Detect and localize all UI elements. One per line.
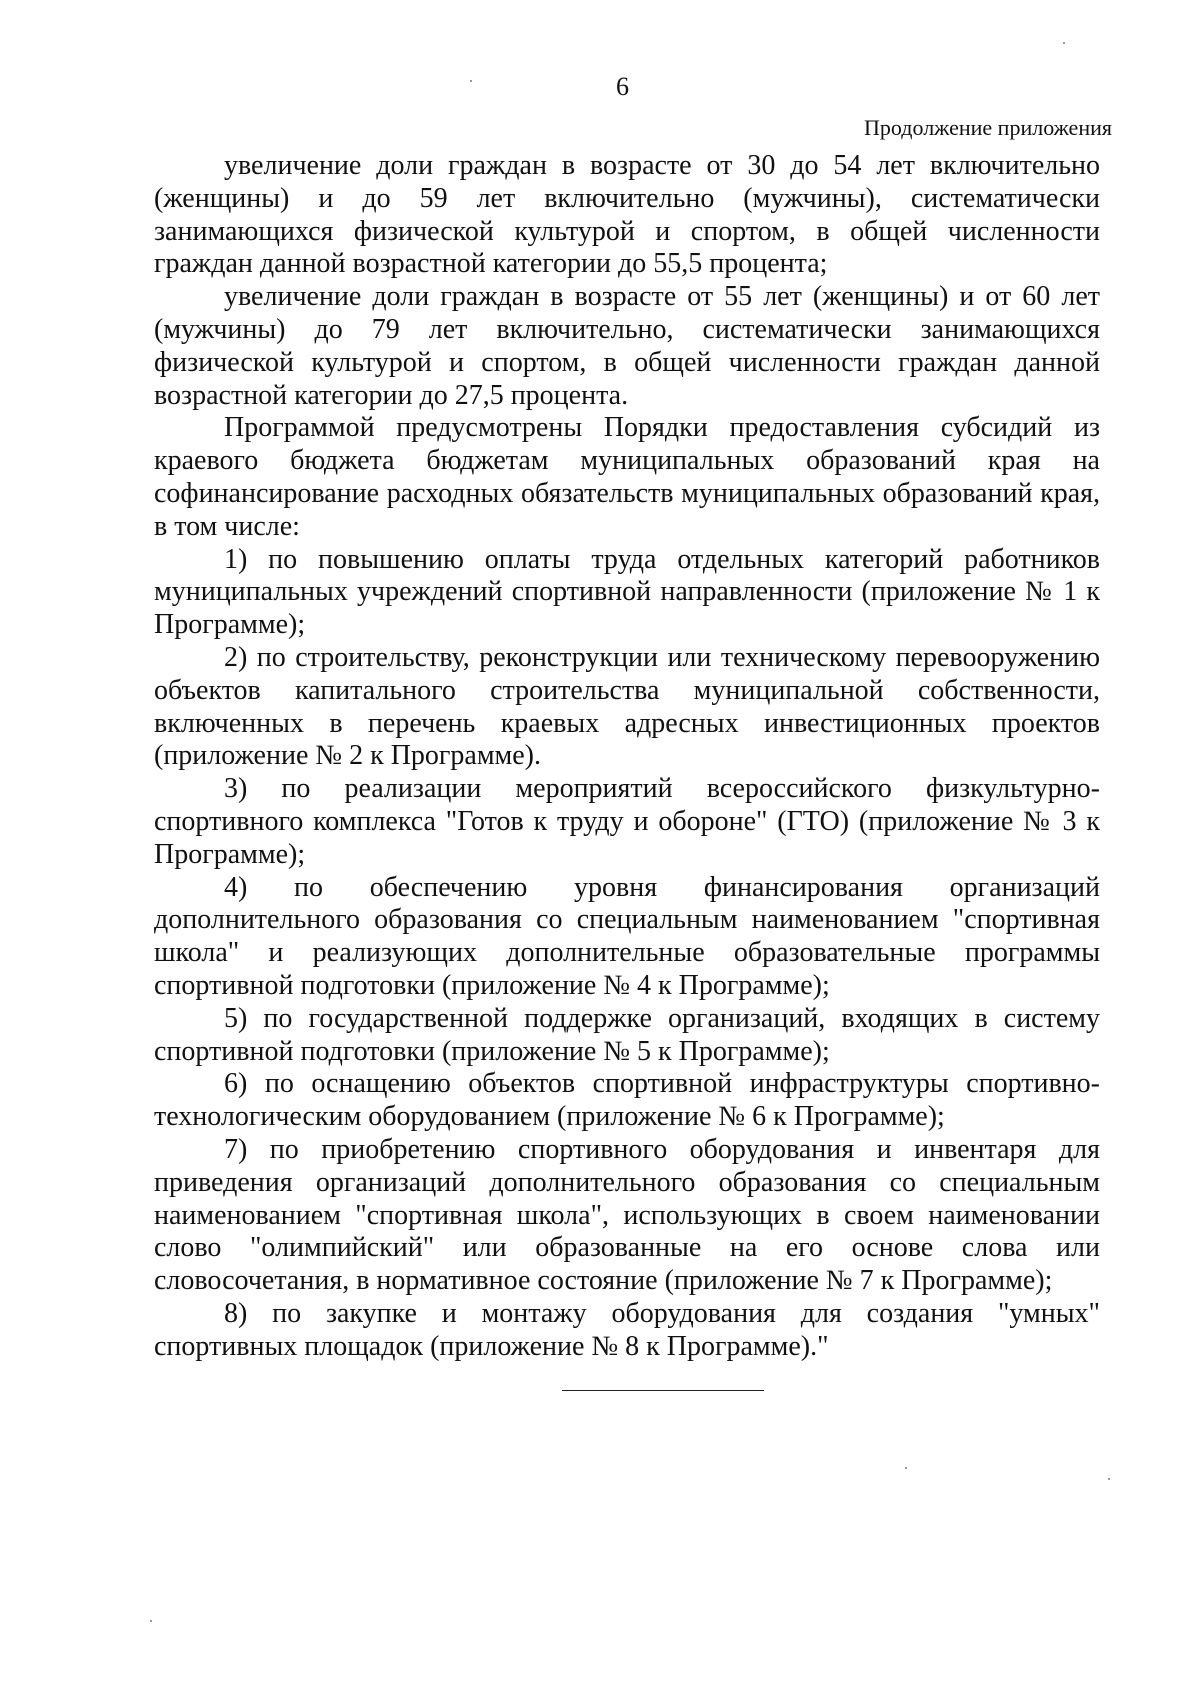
page-number: 6	[616, 72, 629, 101]
list-item: 4) по обеспечению уровня финансирования организаций дополнительного образования со специальным наименованием "спортивная школа" и реализующих дополнительные образовательные программы спортивной подготовки (приложение № 4 к Программе);	[154, 871, 1100, 1001]
list-item: 1) по повышению оплаты труда отдельных категорий работников муниципальных учреждений спортивной направленности (приложение № 1 к Программе);	[154, 543, 1100, 641]
list-item: 8) по закупке и монтажу оборудования для создания "умных" спортивных площадок (приложение № 8 к Программе)."	[154, 1297, 1100, 1362]
scan-speck	[470, 80, 472, 82]
list-item: 3) по реализации мероприятий всероссийского физкультурно-спортивного комплекса "Готов к труду и обороне" (ГТО) (приложение № 3 к Программе);	[154, 773, 1100, 870]
paragraph: увеличение доли граждан в возрасте от 30 до 54 лет включительно (женщины) и до 59 лет включительно (мужчины), систематически занимающихся физической культурой и спортом, в общей численности граждан данной возрастной категории до 55,5 процента;	[154, 150, 1100, 280]
list-item: 6) по оснащению объектов спортивной инфраструктуры спортивно-технологическим оборудованием (приложение № 6 к Программе);	[154, 1068, 1100, 1133]
list-item: 2) по строительству, реконструкции или техническому перевооружению объектов капитального строительства муниципальной собственности, включенных в перечень краевых адресных инвестиционных проектов (приложение № 2 к Программе).	[154, 641, 1100, 772]
paragraph: Программой предусмотрены Порядки предоставления субсидий из краевого бюджета бюджетам муниципальных образований края на софинансирование расходных обязательств муниципальных образований края, в том числе:	[154, 412, 1100, 542]
list-item: 5) по государственной поддержке организаций, входящих в систему спортивной подготовки (приложение № 5 к Программе);	[154, 1002, 1100, 1067]
scan-speck	[905, 1467, 907, 1469]
header-note: Продолжение приложения	[864, 115, 1112, 140]
scan-speck	[1108, 1478, 1110, 1480]
paragraph: увеличение доли граждан в возрасте от 55 лет (женщины) и от 60 лет (мужчины) до 79 лет включительно, систематически занимающихся физической культурой и спортом, в общей численности граждан данной возрастной категории до 27,5 процента.	[154, 281, 1100, 411]
scan-speck	[150, 1620, 152, 1622]
list-item: 7) по приобретению спортивного оборудования и инвентаря для приведения организаций дополнительного образования со специальным наименованием "спортивная школа", использующих в своем наименовании слово "олимпийский" или образованные на его основе слова или словосочетания, в нормативное состояние (приложение № 7 к Программе);	[154, 1133, 1100, 1297]
scan-speck	[1063, 42, 1065, 44]
closing-rule	[562, 1390, 764, 1391]
document-body	[154, 150, 1100, 1363]
